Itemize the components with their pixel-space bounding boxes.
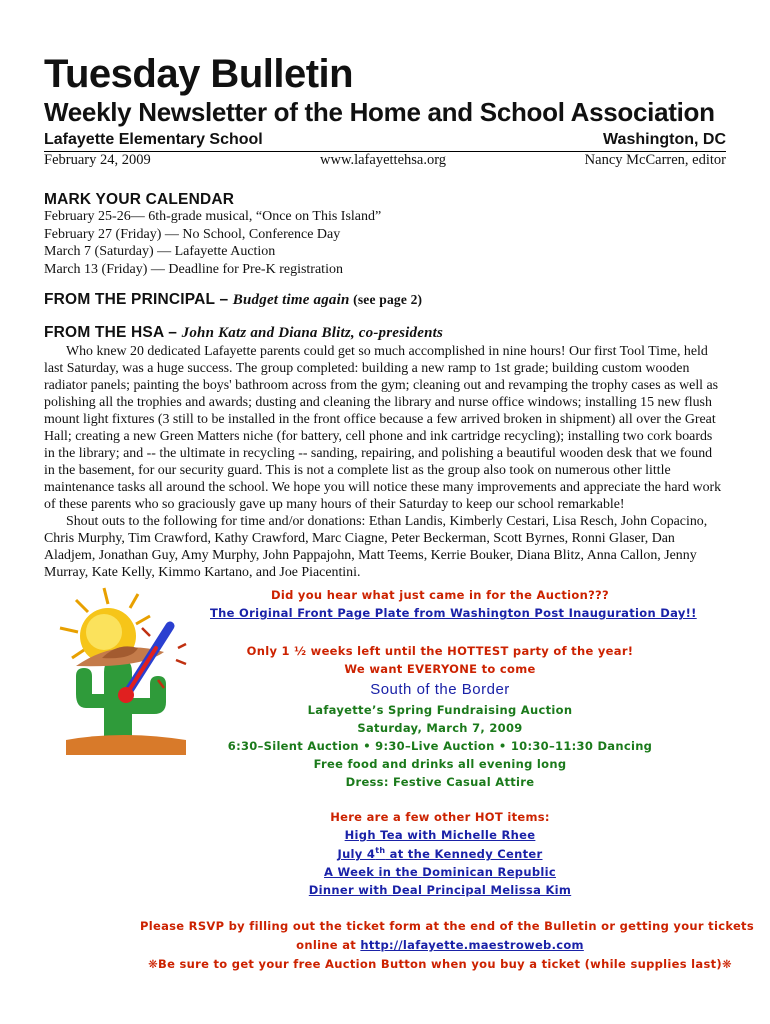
event-name: Lafayette’s Spring Fundraising Auction (307, 703, 573, 717)
school-location: Washington, DC (603, 131, 726, 148)
calendar-item: March 7 (Saturday) — Lafayette Auction (44, 244, 276, 259)
website-link[interactable]: www.lafayettehsa.org (320, 152, 447, 168)
cactus-thermometer-sun-icon (46, 580, 196, 755)
calendar-list (44, 208, 381, 278)
event-dress: Dress: Festive Casual Attire (345, 775, 535, 789)
auction-invite-line: We want EVERYONE to come (344, 662, 536, 676)
event-food: Free food and drinks all evening long (313, 757, 567, 771)
rsvp-text: online at (296, 938, 361, 952)
hot-items (210, 810, 670, 897)
calendar-item: March 13 (Friday) — Deadline for Pre-K registration (44, 261, 343, 277)
principal-subtitle: Budget time again (232, 292, 350, 308)
hot-item-link[interactable]: Dinner with Deal Principal Melissa Kim (308, 882, 572, 897)
heading-dash: – (214, 291, 233, 308)
calendar-item: February 25-26— 6th-grade musical, “Once on This Island” (44, 209, 382, 224)
auction-website-link[interactable]: http://lafayette.maestroweb.com (360, 938, 584, 952)
rsvp-line (140, 938, 740, 952)
hot-item-superscript: th (375, 846, 386, 855)
heading-dash: – (163, 324, 182, 341)
auction-countdown: Only 1 ½ weeks left until the HOTTEST party of the year! (246, 644, 634, 658)
hot-item-link[interactable] (210, 846, 670, 861)
event-title: South of the Border (370, 681, 510, 698)
article-paragraph: Shout outs to the following for time and/or donations: Ethan Landis, Kimberly Cestari, Lisa Resch, John Copacino, Chris Murphy, Tim Crawford, Kathy Crawford, Marc Ciagne, Peter Beckerman, Scott Byrnes, Ronni Glaser, Dan Aladjem, Jonathan Guy, Amy Murphy, John Pappajohn, Matt Teems, Kerrie Bouker, Diana Blitz, Anna Callon, Jenny Murray, Kate Kelly, Kimmo Kartano, and Joe Piacentini. (44, 514, 708, 580)
calendar-heading: MARK YOUR CALENDAR (44, 191, 235, 208)
issue-date: February 24, 2009 (44, 152, 151, 168)
school-name: Lafayette Elementary School (44, 131, 263, 148)
hot-item-link[interactable]: A Week in the Dominican Republic (324, 864, 556, 879)
rsvp-line: Please RSVP by filling out the ticket form at the end of the Bulletin or getting your tickets (140, 919, 755, 933)
hot-item-text: July 4 (337, 846, 376, 861)
hot-item-link[interactable]: High Tea with Michelle Rhee (344, 828, 536, 842)
event-details (210, 703, 670, 789)
rsvp-block (140, 919, 755, 971)
hot-items-heading: Here are a few other HOT items: (330, 810, 550, 824)
event-times: 6:30–Silent Auction • 9:30–Live Auction • 10:30–11:30 Dancing (227, 739, 653, 753)
page-title: Tuesday Bulletin (44, 52, 354, 96)
auction-button-reminder: ❋Be sure to get your free Auction Button when you buy a ticket (while supplies last)❋ (148, 957, 732, 971)
hsa-section-heading (44, 324, 443, 342)
principal-note: (see page 2) (349, 292, 423, 307)
calendar-item: February 27 (Friday) — No School, Conference Day (44, 226, 341, 242)
issue-info-row (44, 152, 726, 170)
auction-invite (210, 644, 670, 676)
hsa-heading: FROM THE HSA (44, 324, 164, 341)
auction-plate-link[interactable]: The Original Front Page Plate from Washington Post Inauguration Day!! (210, 606, 697, 620)
auction-teaser-line: Did you hear what just came in for the Auction??? (271, 588, 609, 602)
article-paragraph: Who knew 20 dedicated Lafayette parents could get so much accomplished in nine hours! Our first Tool Time, held last Saturday, was a huge success. The group completed: building a new ramp to 1st grade; building custom wooden radiator panels; painting the boys' bathroom across from the gym; cleaning out and revamping the trophy cases as well as polishing all the trophies and awards; dusting and cleaning the library and nurse office windows; installing 15 new flush mount light fixtures (3 still to be installed in the front office because a few arrived broken in shipment) all over the Great Hall; creating a new Green Matters niche (for battery, cell phone and ink cartridge recycling); installing two cork boards in the library; and -- the ultimate in recycling -- sanding, repairing, and polishing a beautiful wooden desk that we found in the basement, for our security guard. This is not a complete list as the group also took on numerous other little maintenance tasks all around the school. We hope you will notice these many improvements and appreciate the hard work of these parents who so graciously gave up many hours of their Saturday to keep our school remarkable! (44, 344, 722, 512)
principal-heading: FROM THE PRINCIPAL (44, 291, 215, 308)
editor-credit: Nancy McCarren, editor (584, 152, 726, 168)
auction-teaser (210, 588, 697, 620)
hsa-subtitle: John Katz and Diana Blitz, co-presidents (181, 325, 444, 341)
hsa-article (44, 343, 726, 581)
principal-section-heading (44, 291, 422, 309)
event-date: Saturday, March 7, 2009 (357, 721, 523, 735)
page-subtitle: Weekly Newsletter of the Home and School Association (44, 97, 715, 127)
hot-item-text: at the Kennedy Center (385, 846, 543, 861)
masthead-row (44, 131, 726, 149)
